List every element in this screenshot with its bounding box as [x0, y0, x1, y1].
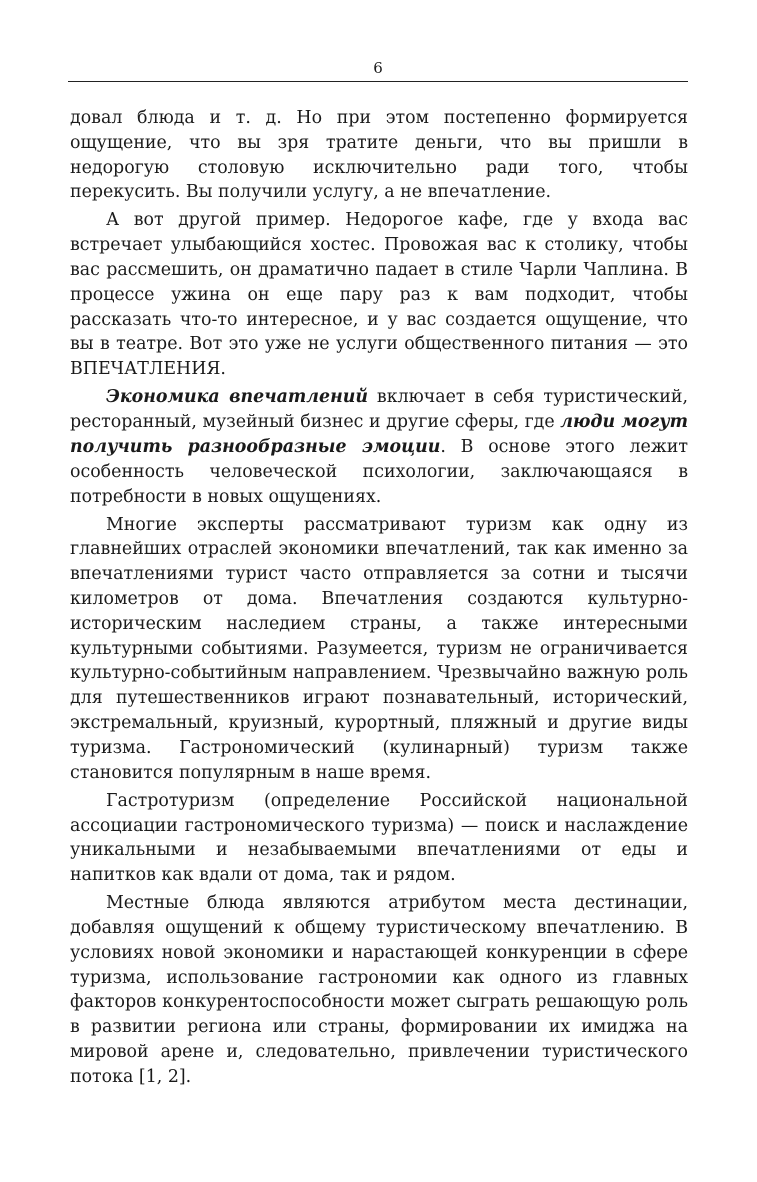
body-text — [70, 106, 688, 1093]
paragraph-text-part: . В основе этого лежит особенность человеческой психологии, заключающаяся в потребности в новых ощущениях. — [70, 436, 689, 507]
paragraph-text-part: включает в себя туристический, ресторанный, музейный бизнес и другие сферы, где — [70, 387, 688, 433]
term-experience-economy: Экономика впечатлений — [106, 387, 369, 408]
paragraph-continuation: довал блюда и т. д. Но при этом постепенно формируется ощущение, что вы зря тратите деньги, что вы пришли в недорогую столовую исключительно ради того, чтобы перекусить. Вы получили услугу, а не впечатление. — [70, 108, 688, 203]
header-rule — [68, 81, 688, 82]
paragraph-local-dishes: Местные блюда являются атрибутом места дестинации, добавляя ощущений к общему туристическому впечатлению. В условиях новой экономики и нарастающей конкуренции в сфере туризма, использование гастрономии как одного из главных факторов конкурентоспособности может сыграть решающую роль в развитии региона или страны, формировании их имиджа на мировой арене и, следовательно, привлечении туристического потока [1, 2]. — [70, 893, 688, 1087]
paragraph-gastrotourism-definition: Гастротуризм (определение Российской национальной ассоциации гастрономического туризма) — поиск и наслаждение уникальными и незабываемыми впечатлениями от еды и напитков как вдали от дома, так и рядом. — [70, 790, 688, 886]
paragraph-tourism-experts: Многие эксперты рассматривают туризм как одну из главнейших отраслей экономики впечатлений, так как именно за впечатлениями турист часто отправляется за сотни и тысячи километров от дома. Впечатления создаются культурно-историческим наследием страны, а также интересными культурными событиями. Разумеется, туризм не ограничивается культурно-событийным направлением. Чрезвычайно важную роль для путешественников играют познавательный, исторический, экстремальный, круизный, курортный, пляжный и другие виды туризма. Гастрономический (кулинарный) туризм также становится популярным в наше время. — [70, 514, 688, 783]
paragraph-experience-economy — [70, 385, 688, 509]
emphasis-emotions: люди могут получить разнообразные эмоции — [70, 412, 688, 457]
page-number: 6 — [373, 59, 383, 77]
paragraph-cafe-example: А вот другой пример. Недорогое кафе, где у входа вас встречает улыбающийся хостес. Провожая вас к столику, чтобы вас рассмешить, он драматично падает в стиле Чарли Чаплина. В процессе ужина он еще пару раз к вам подходит, чтобы рассказать что-то интересное, и у вас создается ощущение, что вы в театре. Вот это уже не услуги общественного питания — это ВПЕЧАТЛЕНИЯ. — [70, 210, 688, 380]
